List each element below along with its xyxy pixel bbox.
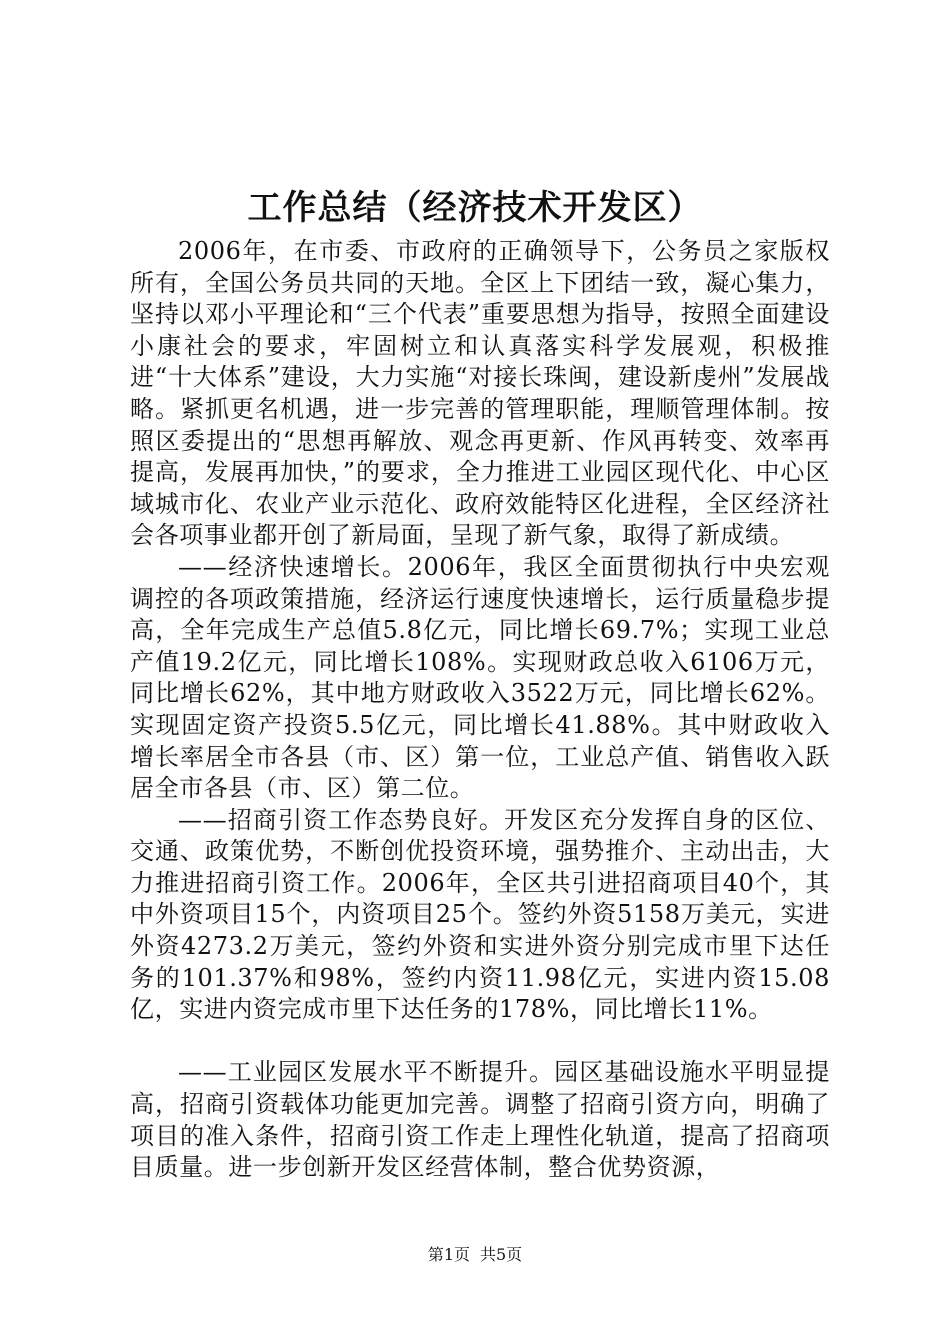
document-body [130,236,830,1184]
paragraph-industrial-park: ——工业园区发展水平不断提升。园区基础设施水平明显提高，招商引资载体功能更加完善。调整了招商引资方向，明确了项目的准入条件，招商引资工作走上理性化轨道，提高了招商项目质量。进一步创新开发区经营体制，整合优势资源， [130,1058,830,1182]
paragraph-economic-growth: ——经济快速增长。2006年，我区全面贯彻执行中央宏观调控的各项政策措施，经济运行速度快速增长，运行质量稳步提高，全年完成生产总值5.8亿元，同比增长69.7%；实现工业总产值19.2亿元，同比增长108%。实现财政总收入6106万元，同比增长62%，其中地方财政收入3522万元，同比增长62%。实现固定资产投资5.5亿元，同比增长41.88%。其中财政收入增长率居全市各县（市、区）第一位，工业总产值、销售收入跃居全市各县（市、区）第二位。 [130,552,830,803]
page-footer [0,1243,950,1267]
paragraph-intro: 2006年，在市委、市政府的正确领导下，公务员之家版权所有，全国公务员共同的天地。全区上下团结一致，凝心集力，坚持以邓小平理论和“三个代表”重要思想为指导，按照全面建设小康社会的要求，牢固树立和认真落实科学发展观，积极推进“十大体系”建设，大力实施“对接长珠闽，建设新虔州”发展战略。紧抓更名机遇，进一步完善的管理职能，理顺管理体制。按照区委提出的“思想再解放、观念再更新、作风再转变、效率再提高，发展再加快，”的要求，全力推进工业园区现代化、中心区域城市化、农业产业示范化、政府效能特区化进程，全区经济社会各项事业都开创了新局面，呈现了新气象，取得了新成绩。 [130,237,830,550]
page-number: 第1页 [427,1245,470,1264]
document-title: 工作总结（经济技术开发区） [247,188,703,228]
page-total: 共5页 [480,1245,523,1264]
paragraph-investment-attraction: ——招商引资工作态势良好。开发区充分发挥自身的区位、交通、政策优势，不断创优投资环境，强势推介、主动出击，大力推进招商引资工作。2006年，全区共引进招商项目40个，其中外资项目15个，内资项目25个。签约外资5158万美元，实进外资4273.2万美元，签约外资和实进外资分别完成市里下达任务的101.37%和98%，签约内资11.98亿元，实进内资15.08亿，实进内资完成市里下达任务的178%，同比增长11%。 [130,805,830,1024]
